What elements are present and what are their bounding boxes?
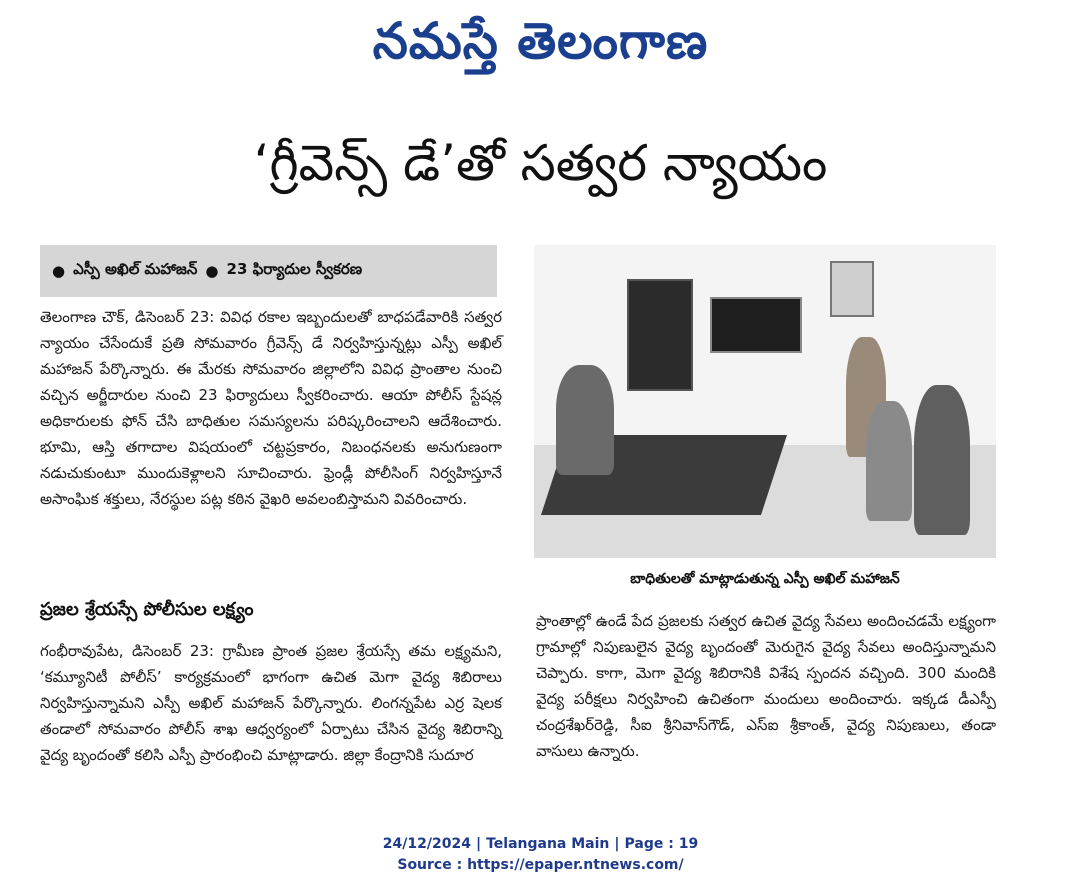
subhead-item: ఎస్పీ అఖిల్ మహాజన్: [73, 260, 198, 278]
photo-portrait-frame: [830, 261, 874, 317]
footer-source[interactable]: Source : https://epaper.ntnews.com/: [397, 857, 684, 873]
photo-person-visitor: [866, 401, 912, 521]
subhead-item: 23 ఫిర్యాదుల స్వీకరణ: [226, 260, 363, 278]
article2-paragraph-right: ప్రాంతాల్లో ఉండే పేద ప్రజలకు సత్వర ఉచిత వైద్య సేవలు అందించడమే లక్ష్యంగా గ్రామాల్లో నిపుణులైన వైద్య బృందంతో మెరుగైన వైద్య సేవలు అందిస్తున్నామని చెప్పారు. కాగా, మెగా వైద్య శిబిరానికి విశేష స్పందన వచ్చింది. 300 మందికి వైద్య పరీక్షలు నిర్వహించి ఉచితంగా మందులు అందించారు. ఇక్కడ డీఎస్పీ చంద్రశేఖర్‌రెడ్డి, సీఐ శ్రీనివాస్‌గౌడ్, ఎస్ఐ శ్రీకాంత్, వైద్య నిపుణులు, తండా వాసులు ఉన్నారు.: [536, 612, 996, 760]
photo-caption: బాధితులతో మాట్లాడుతున్న ఎస్పీ అఖిల్ మహాజన్: [630, 571, 900, 587]
photo-notice-board: [627, 279, 693, 391]
footer-page: Page : 19: [624, 836, 699, 852]
subhead-bar: [40, 245, 497, 297]
headline: ‘గ్రీవెన్స్ డే’తో సత్వర న్యాయం: [253, 134, 828, 192]
photo-person-officer: [556, 365, 614, 475]
photo-person-young-man: [914, 385, 970, 535]
article2-paragraph-left: గంభీరావుపేట, డిసెంబర్ 23: గ్రామీణ ప్రాంత ప్రజల శ్రేయస్సే తమ లక్ష్యమని, ‘కమ్యూనిటీ పోలీస్’ కార్యక్రమంలో భాగంగా ఉచిత మెగా వైద్య శిబిరాలు నిర్వహిస్తున్నామని ఎస్పీ అఖిల్ మహాజన్ పేర్కొన్నారు. లింగన్నపేట ఎర్ర షెలక తండాలో సోమవారం పోలీస్ శాఖ ఆధ్వర్యంలో ఏర్పాటు చేసిన వైద్య శిబిరాన్ని వైద్య బృందంతో కలిసి ఎస్పీ ప్రారంభించి మాట్లాడారు. జిల్లా కేంద్రానికి సుదూర: [40, 642, 502, 764]
article2-heading: ప్రజల శ్రేయస్సే పోలీసుల లక్ష్యం: [40, 599, 254, 620]
bullet-icon: ●: [52, 262, 66, 280]
footer: [0, 834, 1081, 876]
article1-paragraph: తెలంగాణ చౌక్, డిసెంబర్ 23: వివిధ రకాల ఇబ్బందులతో బాధపడేవారికి సత్వర న్యాయం చేసేందుకే ప్రతి సోమవారం గ్రీవెన్స్ డే నిర్వహిస్తున్నట్లు ఎస్పీ అఖిల్ మహాజన్ పేర్కొన్నారు. ఈ మేరకు సోమవారం జిల్లాలోని వివిధ ప్రాంతాల నుంచి వచ్చిన అర్జీదారుల నుంచి 23 ఫిర్యాదులు స్వీకరించారు. ఆయా పోలీస్ స్టేషన్ల అధికారులకు ఫోన్ చేసి బాధితుల సమస్యలను పరిష్కరించాలని ఆదేశించారు. భూమి, ఆస్తి తగాదాల విషయంలో చట్టప్రకారం, నిబంధనలకు అనుగుణంగా నడుచుకుంటూ ముందుకెళ్లాలని సూచించారు. ఫ్రెండ్లీ పోలీసింగ్ నిర్వహిస్తూనే అసాంఘిక శక్తులు, నేరస్థుల పట్ల కఠిన వైఖరి అవలంబిస్తామని వివరించారు.: [40, 308, 502, 508]
article2-body-right: [536, 608, 996, 764]
news-photo: [534, 245, 996, 558]
masthead-title: నమస్తే తెలంగాణ: [372, 12, 709, 70]
photo-tv-screen: [710, 297, 802, 353]
bullet-icon: ●: [205, 262, 219, 280]
article1-body: [40, 304, 502, 512]
footer-meta: 24/12/2024 | Telangana Main | Page : 19: [382, 836, 699, 852]
footer-edition: Telangana Main: [486, 836, 610, 852]
article2-body-left: [40, 638, 502, 768]
footer-date: 24/12/2024: [382, 836, 471, 852]
